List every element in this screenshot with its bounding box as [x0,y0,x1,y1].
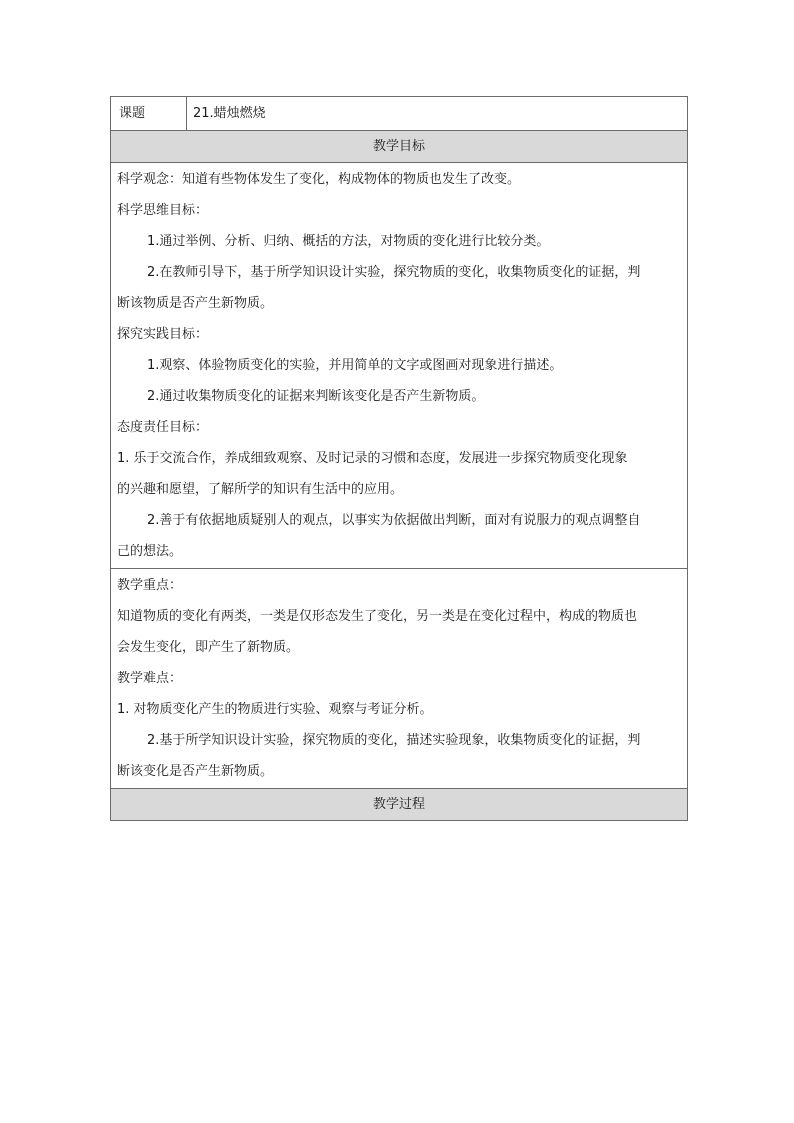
key-point-line: 教学难点： [117,671,183,686]
key-point-line: 会发生变化，即产生了新物质。 [117,640,300,655]
key-point-line: 教学重点： [117,578,183,593]
goal-line: 态度责任目标： [117,420,209,435]
goal-line: 的兴趣和愿望，了解所学的知识有生活中的应用。 [117,482,404,497]
teaching-process-header: 教学过程 [111,788,687,820]
key-point-line: 断该变化是否产生新物质。 [117,764,274,779]
goal-line: 2.通过收集物质变化的证据来判断该变化是否产生新物质。 [147,389,485,404]
title-row [111,97,687,130]
goal-line: 己的想法。 [117,544,183,559]
goal-line: 2.在教师引导下，基于所学知识设计实验，探究物质的变化，收集物质变化的证据，判 [147,265,641,280]
goal-line: 断该物质是否产生新物质。 [117,296,274,311]
teaching-goals-content [111,162,687,568]
goal-line: 2.善于有依据地质疑别人的观点，以事实为依据做出判断，面对有说服力的观点调整自 [147,513,641,528]
lesson-title: 21.蜡烛燃烧 [193,106,266,121]
key-point-line: 知道物质的变化有两类，一类是仅形态发生了变化，另一类是在变化过程中，构成的物质也 [117,609,638,624]
title-label: 课题 [111,97,187,130]
key-point-line: 2.基于所学知识设计实验，探究物质的变化，描述实验现象，收集物质变化的证据，判 [147,733,641,748]
goal-line: 1.观察、体验物质变化的实验，并用简单的文字或图画对现象进行描述。 [147,358,563,373]
goal-line: 1. 乐于交流合作，养成细致观察、及时记录的习惯和态度，发展进一步探究物质变化现象 [117,451,628,466]
goal-line: 探究实践目标： [117,327,209,342]
goal-line: 科学观念：知道有些物体发生了变化，构成物体的物质也发生了改变。 [117,172,521,187]
key-point-line: 1. 对物质变化产生的物质进行实验、观察与考证分析。 [117,702,433,717]
lesson-plan-table [110,96,688,821]
teaching-goals-header: 教学目标 [111,130,687,162]
goal-line: 科学思维目标： [117,203,209,218]
goal-line: 1.通过举例、分析、归纳、概括的方法，对物质的变化进行比较分类。 [147,234,550,249]
key-points-content [111,568,687,788]
